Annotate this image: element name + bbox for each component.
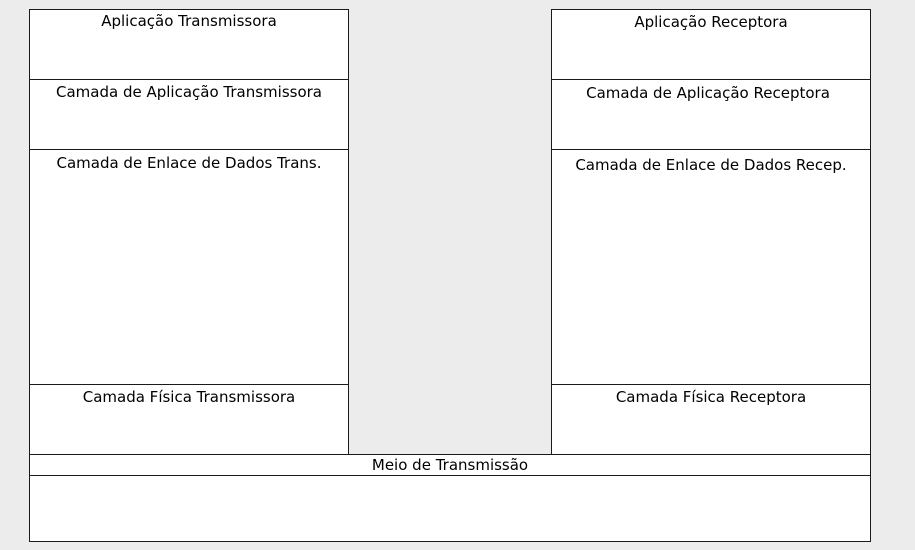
transmitter-data-link-layer-label: Camada de Enlace de Dados Trans. (56, 154, 322, 172)
transmission-medium-box (29, 454, 871, 476)
receiver-application-label: Aplicação Receptora (634, 13, 788, 31)
receiver-physical-layer-box (551, 384, 871, 455)
receiver-application-layer-label: Camada de Aplicação Receptora (586, 84, 830, 102)
transmitter-application-box (29, 9, 349, 80)
transmission-medium-label: Meio de Transmissão (371, 456, 529, 474)
receiver-data-link-layer-box (551, 149, 871, 385)
transmission-medium-area (29, 475, 871, 542)
transmitter-physical-layer-box (29, 384, 349, 455)
receiver-physical-layer-label: Camada Física Receptora (615, 388, 807, 406)
transmitter-application-layer-box (29, 79, 349, 150)
transmitter-data-link-layer-box (29, 149, 349, 385)
transmitter-application-label: Aplicação Transmissora (101, 12, 277, 30)
transmitter-application-layer-label: Camada de Aplicação Transmissora (56, 83, 322, 101)
receiver-application-layer-box (551, 79, 871, 150)
receiver-application-box (551, 9, 871, 80)
receiver-data-link-layer-label: Camada de Enlace de Dados Recep. (575, 156, 847, 174)
transmitter-physical-layer-label: Camada Física Transmissora (82, 388, 296, 406)
